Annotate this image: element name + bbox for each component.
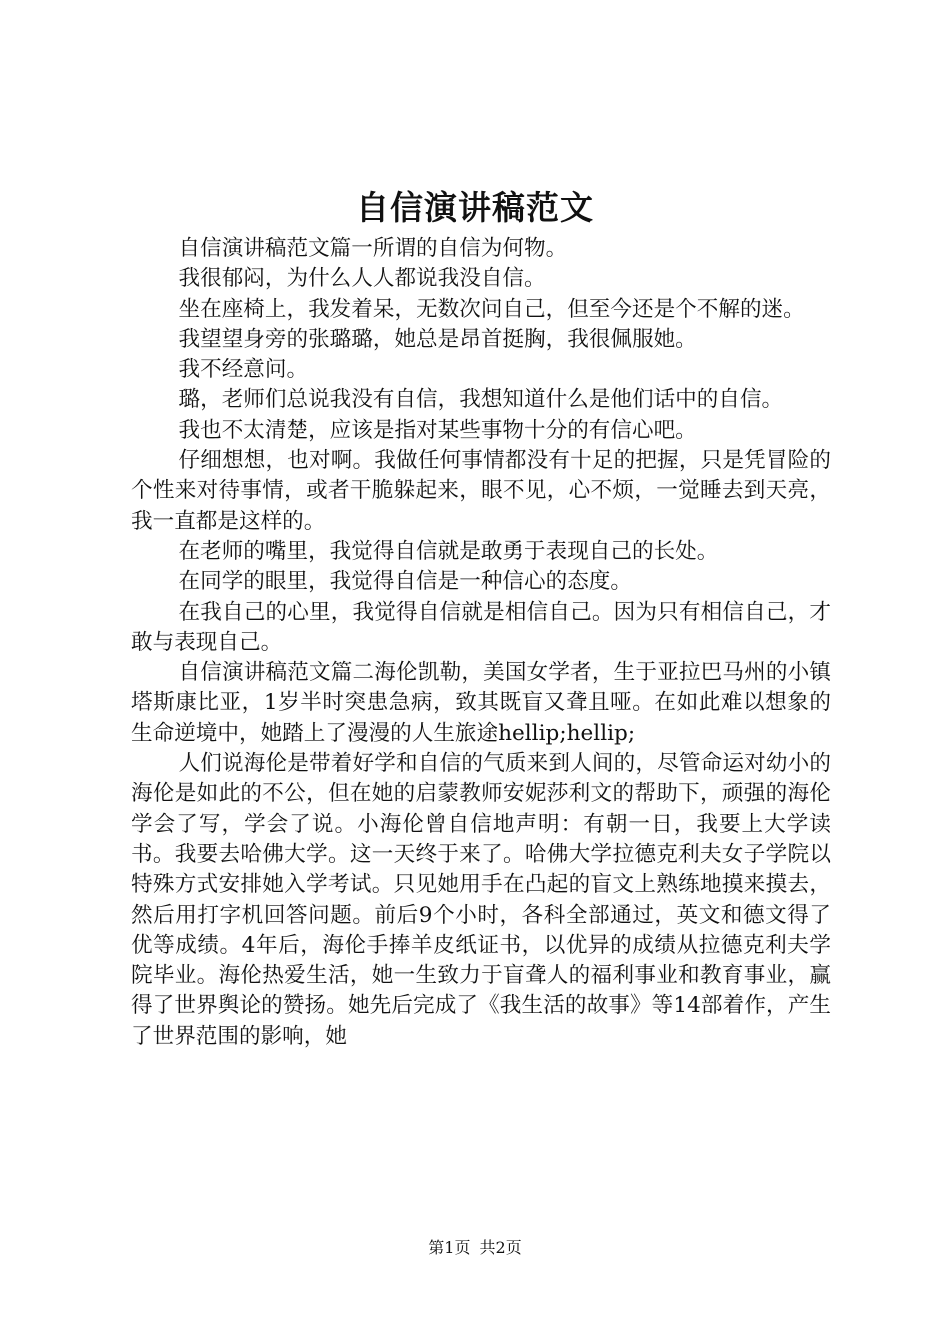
page-number: 第1页 <box>428 1238 471 1257</box>
paragraph: 在老师的嘴里，我觉得自信就是敢勇于表现自己的长处。 <box>178 538 719 564</box>
paragraph: 自信演讲稿范文篇一所谓的自信为何物。 <box>178 236 568 261</box>
paragraph: 坐在座椅上，我发着呆，无数次问自己，但至今还是个不解的迷。 <box>178 296 805 322</box>
paragraph: 自信演讲稿范文篇二海伦凯勒，美国女学者，生于亚拉巴马州的小镇塔斯康比亚，1岁半时突患急病，致其既盲又聋且哑。在如此难以想象的生命逆境中，她踏上了漫漫的人生旅途hellip;hellip; <box>131 660 831 746</box>
paragraph: 我也不太清楚，应该是指对某些事物十分的有信心吧。 <box>178 417 697 443</box>
paragraph: 我望望身旁的张璐璐，她总是昂首挺胸，我很佩服她。 <box>178 326 697 352</box>
paragraph: 璐，老师们总说我没有自信，我想知道什么是他们话中的自信。 <box>178 387 784 413</box>
paragraph: 在同学的眼里，我觉得自信是一种信心的态度。 <box>178 569 632 595</box>
paragraph: 我不经意问。 <box>178 357 309 383</box>
document-title: 自信演讲稿范文 <box>356 188 594 227</box>
paragraph: 在我自己的心里，我觉得自信就是相信自己。因为只有相信自己，才敢与表现自己。 <box>131 599 831 655</box>
document-body <box>131 234 831 1052</box>
page-footer <box>0 1238 950 1258</box>
paragraph: 我很郁闷，为什么人人都说我没自信。 <box>178 266 546 292</box>
paragraph: 人们说海伦是带着好学和自信的气质来到人间的，尽管命运对幼小的海伦是如此的不公，但在她的启蒙教师安妮莎利文的帮助下，顽强的海伦学会了写，学会了说。小海伦曾自信地声明：有朝一日，我要上大学读书。我要去哈佛大学。这一天终于来了。哈佛大学拉德克利夫女子学院以特殊方式安排她入学考试。只见她用手在凸起的盲文上熟练地摸来摸去，然后用打字机回答问题。前后9个小时，各科全部通过，英文和德文得了优等成绩。4年后，海伦手捧羊皮纸证书，以优异的成绩从拉德克利夫学院毕业。海伦热爱生活，她一生致力于盲聋人的福利事业和教育事业，赢得了世界舆论的赞扬。她先后完成了《我生活的故事》等14部着作，产生了世界范围的影响，她 <box>131 751 831 1049</box>
paragraph: 仔细想想，也对啊。我做任何事情都没有十足的把握，只是凭冒险的个性来对待事情，或者干脆躲起来，眼不见，心不烦，一觉睡去到天亮，我一直都是这样的。 <box>131 448 831 534</box>
page-total: 共2页 <box>479 1238 522 1257</box>
